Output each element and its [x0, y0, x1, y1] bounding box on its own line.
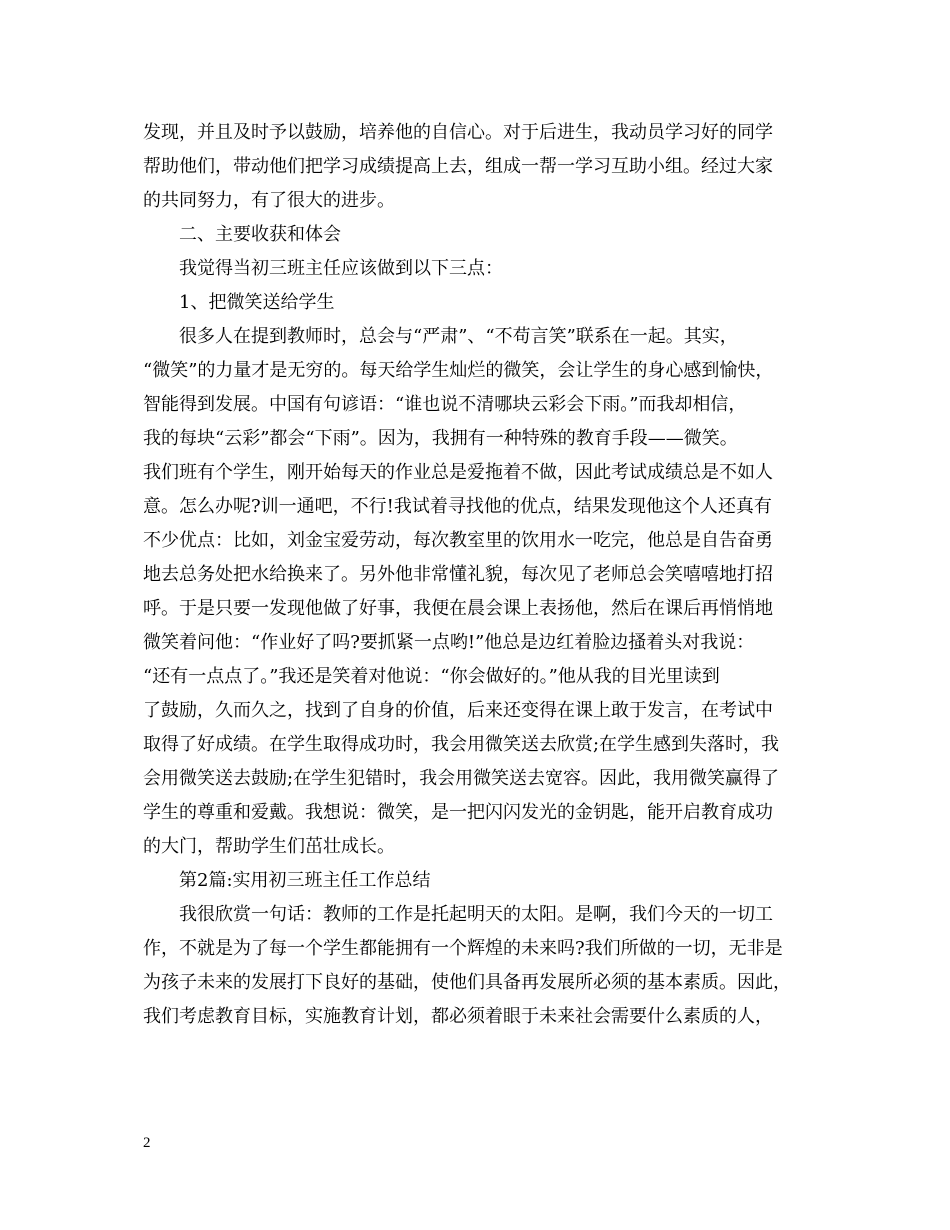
text-line: 我的每块“云彩”都会“下雨”。因为，我拥有一种特殊的教育手段——微笑。 [143, 428, 738, 449]
text-line: 呼。于是只要一发现他做了好事，我便在晨会课上表扬他，然后在课后再悄悄地 [143, 598, 773, 619]
text-line: 学生的尊重和爱戴。我想说：微笑，是一把闪闪发光的金钥匙，能开启教育成功 [143, 802, 773, 823]
text-line: 地去总务处把水给换来了。另外他非常懂礼貌，每次见了老师总会笑嘻嘻地打招 [143, 564, 773, 585]
text-line: 帮助他们，带动他们把学习成绩提高上去，组成一帮一学习互助小组。经过大家 [143, 156, 773, 177]
text-line: 我们班有个学生，刚开始每天的作业总是爱拖着不做，因此考试成绩总是不如人 [143, 462, 773, 483]
text-line: 微笑着问他：“作业好了吗?要抓紧一点哟!”他总是边红着脸边搔着头对我说： [143, 632, 755, 653]
text-line: 为孩子未来的发展打下良好的基础，使他们具备再发展所必须的基本素质。因此， [143, 972, 791, 993]
text-line: 智能得到发展。中国有句谚语：“谁也说不清哪块云彩会下雨。”而我却相信， [143, 394, 747, 415]
text-line: 我很欣赏一句话：教师的工作是托起明天的太阳。是啊，我们今天的一切工 [179, 904, 773, 925]
text-line: 很多人在提到教师时，总会与“严肃”、“不苟言笑”联系在一起。其实， [179, 326, 738, 347]
text-line: 1、把微笑送给学生 [179, 292, 335, 313]
text-line: 了鼓励，久而久之，找到了自身的价值，后来还变得在课上敢于发言，在考试中 [143, 700, 773, 721]
text-line: 我觉得当初三班主任应该做到以下三点： [179, 258, 503, 279]
text-line: 意。怎么办呢?训一通吧，不行!我试着寻找他的优点，结果发现他这个人还真有 [143, 496, 772, 517]
page-number: 2 [143, 1135, 151, 1151]
text-line: “还有一点点了。”我还是笑着对他说：“你会做好的。”他从我的目光里读到 [143, 666, 720, 687]
text-line: 第2篇:实用初三班主任工作总结 [179, 870, 431, 891]
text-line: 的大门，帮助学生们茁壮成长。 [143, 836, 395, 857]
body-text [143, 116, 808, 1034]
text-line: 会用微笑送去鼓励;在学生犯错时，我会用微笑送去宽容。因此，我用微笑赢得了 [143, 768, 780, 789]
text-line: 取得了好成绩。在学生取得成功时，我会用微笑送去欣赏;在学生感到失落时，我 [143, 734, 780, 755]
text-line: “微笑”的力量才是无穷的。每天给学生灿烂的微笑，会让学生的身心感到愉快， [143, 360, 774, 381]
text-line: 的共同努力，有了很大的进步。 [143, 190, 395, 211]
text-line: 作，不就是为了每一个学生都能拥有一个辉煌的未来吗?我们所做的一切，无非是 [143, 938, 783, 959]
text-line: 我们考虑教育目标，实施教育计划，都必须着眼于未来社会需要什么素质的人， [143, 1006, 773, 1027]
text-line: 发现，并且及时予以鼓励，培养他的自信心。对于后进生，我动员学习好的同学 [143, 122, 773, 143]
text-line: 不少优点：比如，刘金宝爱劳动，每次教室里的饮用水一吃完，他总是自告奋勇 [143, 530, 773, 551]
text-line: 二、主要收获和体会 [179, 224, 341, 245]
